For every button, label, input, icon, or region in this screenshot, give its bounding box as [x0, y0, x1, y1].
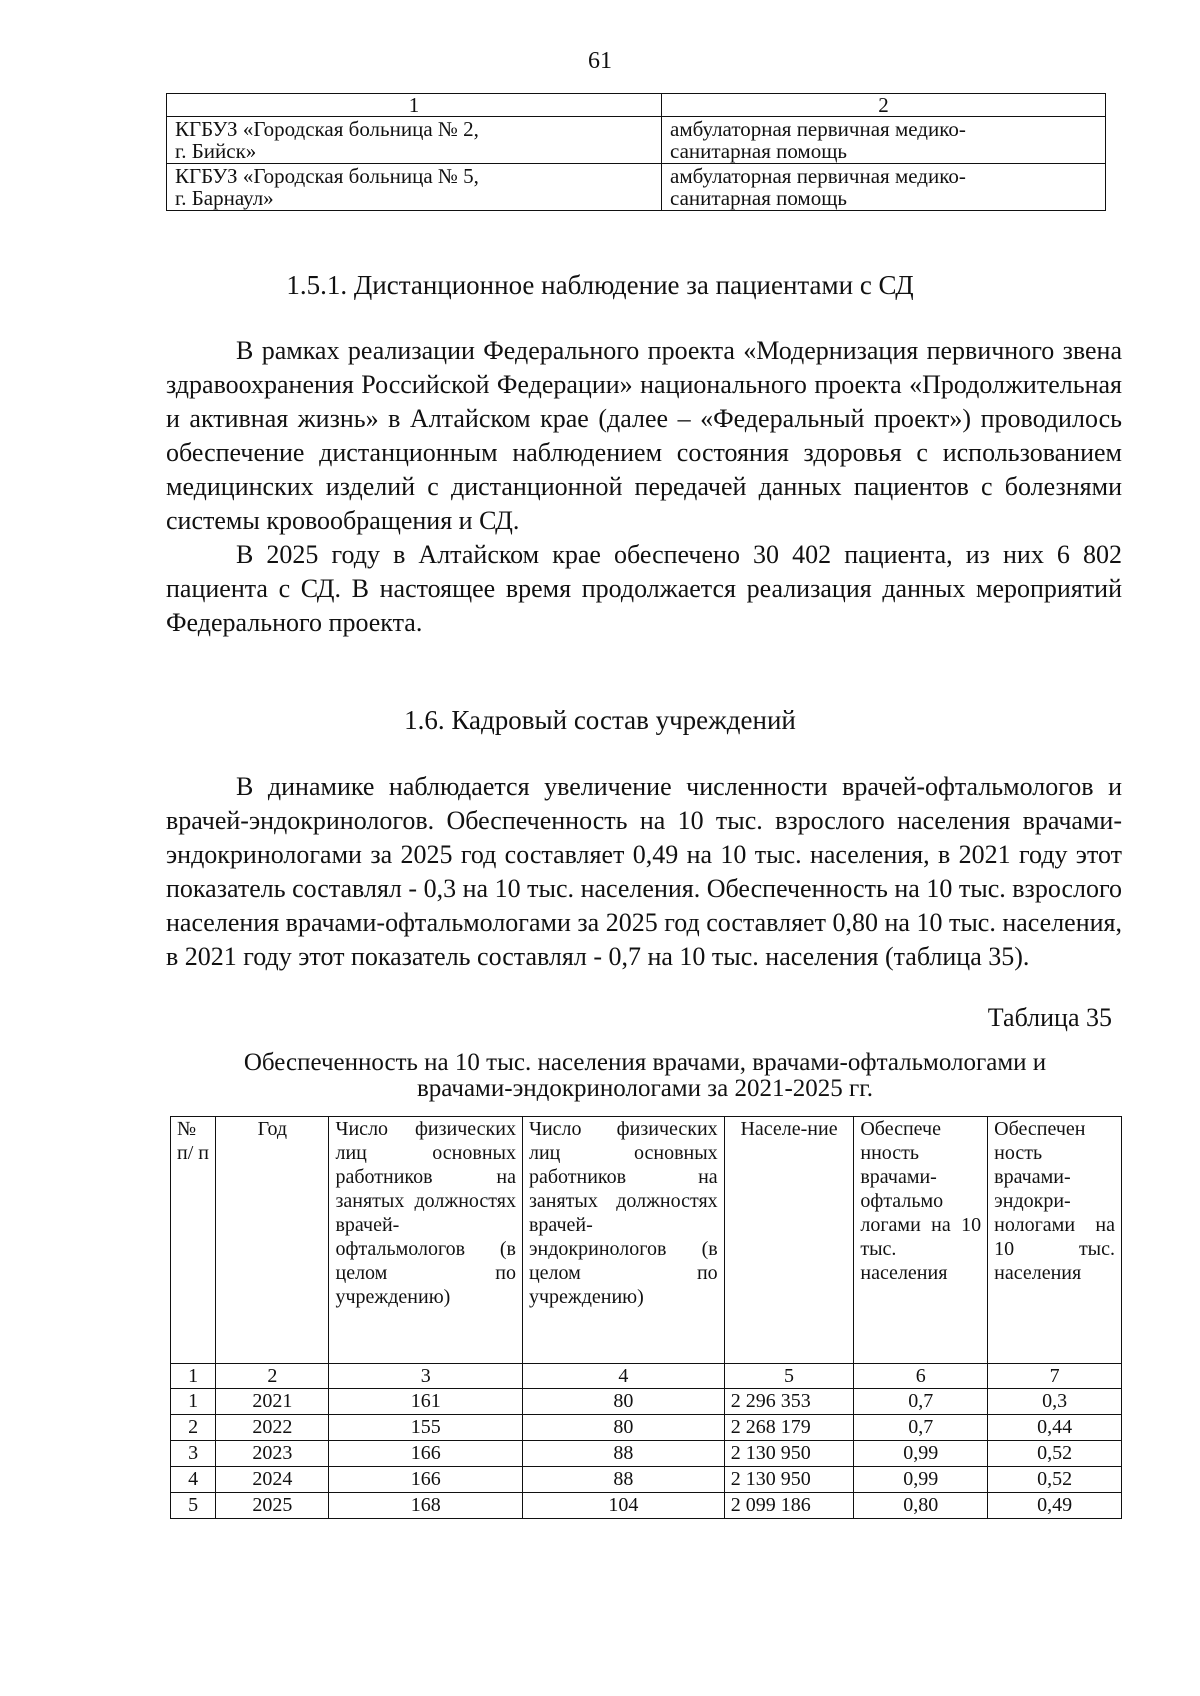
ophthalmologists-count-cell: 168: [329, 1493, 522, 1519]
care-type-line: санитарная помощь: [670, 186, 847, 210]
facility-name-line: г. Бийск»: [175, 139, 257, 163]
year-cell: 2024: [216, 1467, 329, 1493]
ophthalmologist-provision-cell: 0,7: [854, 1415, 988, 1441]
facility-name-line: КГБУЗ «Городская больница № 2,: [175, 117, 479, 141]
column-number-cell: 6: [854, 1364, 988, 1389]
header-cell-endocrinologist-provision: Обеспечен ность врачами-эндокри-нологами на 10 тыс. населения: [988, 1117, 1122, 1364]
facility-table-header-cell: 1: [167, 94, 662, 117]
facility-name-line: г. Барнаул»: [175, 186, 274, 210]
facility-table-row: [167, 164, 1106, 211]
ophthalmologists-count-cell: 166: [329, 1441, 522, 1467]
header-cell-population: Населе-ние: [724, 1117, 854, 1364]
table-row: [171, 1441, 1122, 1467]
endocrinologists-count-cell: 88: [522, 1467, 724, 1493]
facility-table-header-cell: 2: [662, 94, 1106, 117]
row-number-cell: 4: [171, 1467, 216, 1493]
table-label: Таблица 35: [987, 1003, 1112, 1032]
ophthalmologists-count-cell: 166: [329, 1467, 522, 1493]
year-cell: 2023: [216, 1441, 329, 1467]
population-cell: 2 296 353: [724, 1389, 854, 1415]
staffing-table: [170, 1116, 1122, 1519]
facility-table-header-row: [167, 94, 1106, 117]
page-number: 61: [588, 48, 612, 74]
ophthalmologists-count-cell: 161: [329, 1389, 522, 1415]
care-type-line: санитарная помощь: [670, 139, 847, 163]
paragraph: В динамике наблюдается увеличение численности врачей-офтальмологов и врачей-эндокринологов. Обеспеченность на 10 тыс. взрослого населения врачами-эндокринологами за 2025 год составляет 0,49 на 10 тыс. населения, в 2021 году этот показатель составлял - 0,3 на 10 тыс. населения. Обеспеченность на 10 тыс. взрослого населения врачами-офтальмологами за 2025 год составляет 0,80 на 10 тыс. населения, в 2021 году этот показатель составлял - 0,7 на 10 тыс. населения (таблица 35).: [166, 772, 1122, 971]
table-title-line: врачами-эндокринологами за 2021-2025 гг.: [416, 1075, 873, 1102]
facility-name-cell: [167, 164, 662, 211]
table-row: [171, 1415, 1122, 1441]
column-number-cell: 3: [329, 1364, 522, 1389]
section-heading-1-6: 1.6. Кадровый состав учреждений: [404, 705, 796, 735]
endocrinologist-provision-cell: 0,49: [988, 1493, 1122, 1519]
section-heading-1-5-1: 1.5.1. Дистанционное наблюдение за пациентами с СД: [286, 270, 914, 300]
endocrinologist-provision-cell: 0,44: [988, 1415, 1122, 1441]
population-cell: 2 268 179: [724, 1415, 854, 1441]
column-number-cell: 4: [522, 1364, 724, 1389]
column-number-cell: 5: [724, 1364, 854, 1389]
table-title: [170, 1050, 1120, 1102]
population-cell: 2 099 186: [724, 1493, 854, 1519]
table-row: [171, 1389, 1122, 1415]
population-cell: 2 130 950: [724, 1467, 854, 1493]
endocrinologist-provision-cell: 0,52: [988, 1441, 1122, 1467]
care-type-cell: [662, 164, 1106, 211]
care-type-line: амбулаторная первичная медико-: [670, 117, 966, 141]
table-row: [171, 1493, 1122, 1519]
endocrinologist-provision-cell: 0,3: [988, 1389, 1122, 1415]
endocrinologist-provision-cell: 0,52: [988, 1467, 1122, 1493]
year-cell: 2022: [216, 1415, 329, 1441]
ophthalmologist-provision-cell: 0,99: [854, 1467, 988, 1493]
endocrinologists-count-cell: 80: [522, 1389, 724, 1415]
population-cell: 2 130 950: [724, 1441, 854, 1467]
header-cell-year: Год: [216, 1117, 329, 1364]
column-number-cell: 1: [171, 1364, 216, 1389]
year-cell: 2025: [216, 1493, 329, 1519]
column-number-row: [171, 1364, 1122, 1389]
facility-name-cell: [167, 117, 662, 164]
header-cell-endocrinologists: Число физических лиц основных работников на занятых должностях врачей-эндокринологов (в целом по учреждению): [522, 1117, 724, 1364]
section-1-6-body: [166, 770, 1122, 974]
table-row: [171, 1467, 1122, 1493]
column-number-cell: 7: [988, 1364, 1122, 1389]
row-number-cell: 3: [171, 1441, 216, 1467]
facility-table-row: [167, 117, 1106, 164]
column-number-cell: 2: [216, 1364, 329, 1389]
paragraph: В рамках реализации Федерального проекта «Модернизация первичного звена здравоохранения Российской Федерации» национального проекта «Продолжительная и активная жизнь» в Алтайском крае (далее – «Федеральный проект») проводилось обеспечение дистанционным наблюдением состояния здоровья с использованием медицинских изделий с дистанционной передачей данных пациентов с болезнями системы кровообращения и СД.: [166, 336, 1122, 535]
row-number-cell: 2: [171, 1415, 216, 1441]
ophthalmologist-provision-cell: 0,7: [854, 1389, 988, 1415]
facility-table: [166, 93, 1106, 211]
header-cell-number: № п/ п: [171, 1117, 216, 1364]
staffing-table-header-row: [171, 1117, 1122, 1364]
paragraph: В 2025 году в Алтайском крае обеспечено 30 402 пациента, из них 6 802 пациента с СД. В настоящее время продолжается реализация данных мероприятий Федерального проекта.: [166, 540, 1122, 637]
ophthalmologist-provision-cell: 0,99: [854, 1441, 988, 1467]
endocrinologists-count-cell: 104: [522, 1493, 724, 1519]
staffing-table-body: [171, 1389, 1122, 1519]
ophthalmologist-provision-cell: 0,80: [854, 1493, 988, 1519]
care-type-cell: [662, 117, 1106, 164]
facility-name-line: КГБУЗ «Городская больница № 5,: [175, 164, 479, 188]
table-title-line: Обеспеченность на 10 тыс. населения врачами, врачами-офтальмологами и: [243, 1049, 1047, 1076]
row-number-cell: 1: [171, 1389, 216, 1415]
ophthalmologists-count-cell: 155: [329, 1415, 522, 1441]
header-cell-ophthalmologists: Число физических лиц основных работников на занятых должностях врачей-офтальмологов (в целом по учреждению): [329, 1117, 522, 1364]
year-cell: 2021: [216, 1389, 329, 1415]
header-cell-ophthalmologist-provision: Обеспече нность врачами-офтальмо логами на 10 тыс. населения: [854, 1117, 988, 1364]
endocrinologists-count-cell: 80: [522, 1415, 724, 1441]
section-1-5-1-body: [166, 334, 1122, 640]
row-number-cell: 5: [171, 1493, 216, 1519]
endocrinologists-count-cell: 88: [522, 1441, 724, 1467]
care-type-line: амбулаторная первичная медико-: [670, 164, 966, 188]
